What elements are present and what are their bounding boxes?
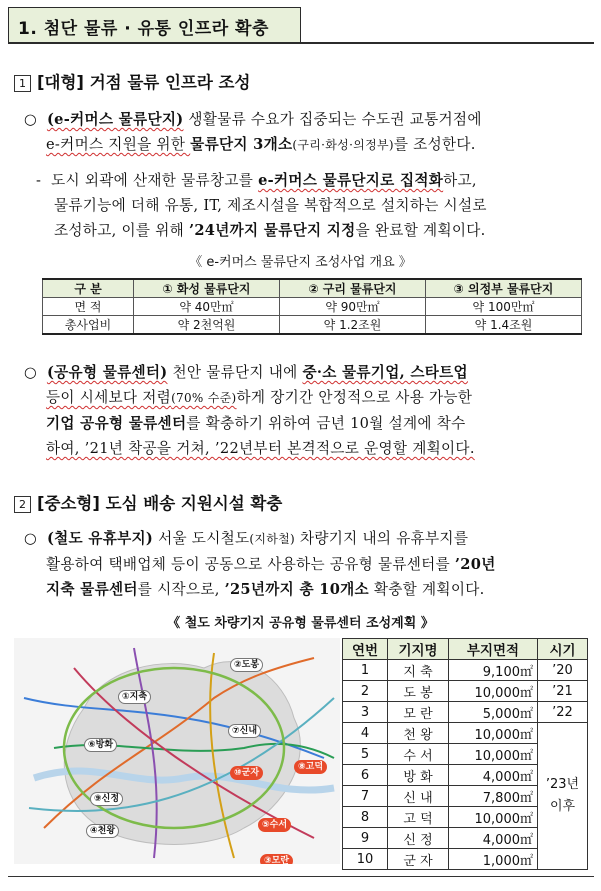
table-cell: 5,000㎡	[449, 702, 538, 723]
table-cell: 7,800㎡	[449, 786, 538, 807]
bullet-text: 천안 물류단지 내에	[167, 364, 303, 381]
map-label-jichuk: ①지축	[118, 690, 151, 704]
sub-marker: -	[36, 172, 42, 189]
bullet-emphasis: 물류단지 3개소	[190, 136, 293, 153]
bullet-text: 확충할 계획이다.	[368, 581, 485, 598]
sub-emphasis: ’24년까지 물류단지 지정	[188, 222, 356, 239]
bullet-text: 활용하여 택배업체 등이 공동으로 사용하는 공유형 물류센터를	[46, 556, 455, 573]
table-cell: 천 왕	[388, 723, 449, 744]
table-row	[43, 298, 582, 316]
bullet-text: 를 확충하기 위하여 금년 10월 설계에 착수	[186, 415, 466, 432]
section-1-bullet-1	[24, 107, 596, 158]
bullet-emphasis: ’25년까지 총 10개소	[224, 581, 369, 598]
map-label-dobong: ②도봉	[230, 658, 263, 672]
table-cell: ’21	[538, 681, 588, 702]
table-cell: 신 정	[388, 828, 449, 849]
map-label-sinnae: ⑦신내	[228, 724, 261, 738]
section-1-sub-bullet	[36, 168, 596, 243]
table-cell: 9	[343, 828, 388, 849]
table-cell: 약 1.2조원	[280, 316, 426, 335]
table-2-title: 《 철도 차량기지 공유형 물류센터 조성계획 》	[167, 616, 434, 631]
table-cell: ’20	[538, 660, 588, 681]
table-1	[42, 278, 582, 335]
table-cell: 10	[343, 849, 388, 870]
section-1-number: 1	[14, 75, 31, 92]
map-label-suseo: ⑤수서	[258, 818, 291, 832]
table-cell: 10,000㎡	[449, 807, 538, 828]
table-row	[43, 316, 582, 335]
section-2-title: [중소형] 도심 배송 지원시설 확충	[37, 494, 283, 513]
table-cell: 약 1.4조원	[426, 316, 582, 335]
table-2-header: 연번	[343, 639, 388, 660]
map-label-godeok: ⑧고덕	[294, 760, 327, 774]
table-cell: 3	[343, 702, 388, 723]
table-cell: 5	[343, 744, 388, 765]
table-cell: 9,100㎡	[449, 660, 538, 681]
map-label-banghwa: ⑥방화	[84, 738, 117, 752]
table-cell: 약 2천억원	[134, 316, 280, 335]
bullet-emphasis: 중·소 물류기업, 스타트업	[302, 364, 468, 381]
table-cell: 지 축	[388, 660, 449, 681]
later-period-line: 이후	[549, 799, 576, 814]
table-cell: 4	[343, 723, 388, 744]
map-label-sinjeong: ⑨신정	[90, 792, 123, 806]
header-divider	[8, 42, 594, 44]
section-2-bullet-1	[24, 526, 596, 602]
sub-text: 을 완료할 계획이다.	[355, 222, 486, 239]
table-cell: 10,000㎡	[449, 744, 538, 765]
sub-text: 물류기능에 더해 유통, IT, 제조시설을 복합적으로 설치하는 시설로	[54, 197, 487, 214]
section-2-number: 2	[14, 496, 31, 513]
table-1-header: 구 분	[43, 279, 134, 298]
section-1-heading	[14, 69, 250, 93]
table-cell: 도 봉	[388, 681, 449, 702]
bullet-text: 하게 장기간 안정적으로 사용 가능한	[236, 389, 473, 406]
bullet-text: e-커머스 지원을 위한	[46, 136, 191, 153]
bullet-marker: ○	[24, 364, 38, 381]
table-cell: 약 40만㎡	[134, 298, 280, 316]
bullet-emphasis: 기업 공유형 물류센터	[46, 415, 187, 432]
section-1-title: [대형] 거점 물류 인프라 조성	[37, 73, 251, 92]
map-label-moran: ③모란	[260, 854, 293, 864]
sub-text: 도시 외곽에 산재한 물류창고를	[51, 172, 259, 189]
later-period-line: ’23년	[545, 777, 580, 792]
sub-text: 하고,	[443, 172, 477, 189]
table-cell: 고 덕	[388, 807, 449, 828]
table-cell: 4,000㎡	[449, 828, 538, 849]
table-1-title: 《 e-커머스 물류단지 조성사업 개요 》	[189, 255, 412, 270]
bullet-text: 하여, ’21년 착공을 거쳐, ’22년부터 본격적으로 운영할 계획이다.	[46, 440, 475, 457]
table-2-header: 시기	[538, 639, 588, 660]
bullet-text: 를 시작으로,	[137, 581, 225, 598]
bullet-note: (구리·화성·의정부)	[292, 138, 394, 152]
table-cell: 모 란	[388, 702, 449, 723]
later-period-cell	[538, 723, 588, 870]
table-cell: 1	[343, 660, 388, 681]
table-cell: 1,000㎡	[449, 849, 538, 870]
table-cell: 총사업비	[43, 316, 134, 335]
bullet-heading: (공유형 물류센터)	[46, 364, 168, 381]
table-cell: 방 화	[388, 765, 449, 786]
table-cell: ’22	[538, 702, 588, 723]
bullet-emphasis: 지축 물류센터	[46, 581, 138, 598]
table-cell: 면 적	[43, 298, 134, 316]
bottom-divider	[8, 876, 594, 877]
table-2	[342, 638, 588, 870]
table-cell: 신 내	[388, 786, 449, 807]
section-1-bullet-2	[24, 360, 596, 461]
map-label-cheonwang: ④천왕	[86, 824, 119, 838]
bullet-emphasis: ’20년	[454, 556, 496, 573]
bullet-marker: ○	[24, 530, 38, 547]
bullet-text: 생활물류 수요가 집중되는 수도권 교통거점에	[183, 111, 482, 128]
page-title: 1. 첨단 물류 · 유통 인프라 확충	[18, 19, 269, 39]
table-cell: 6	[343, 765, 388, 786]
table-row	[343, 702, 588, 723]
map-graphic	[14, 638, 340, 864]
bullet-text: 서울 도시철도	[153, 530, 250, 547]
table-cell: 2	[343, 681, 388, 702]
table-1-header: ② 구리 물류단지	[280, 279, 426, 298]
table-row	[343, 660, 588, 681]
table-cell: 수 서	[388, 744, 449, 765]
table-cell: 10,000㎡	[449, 723, 538, 744]
table-cell: 군 자	[388, 849, 449, 870]
table-cell: 10,000㎡	[449, 681, 538, 702]
section-2-heading	[14, 490, 282, 514]
sub-text: 조성하고, 이를 위해	[54, 222, 189, 239]
table-2-header: 기지명	[388, 639, 449, 660]
bullet-note: (70% 수준)	[171, 391, 237, 405]
table-cell: 4,000㎡	[449, 765, 538, 786]
table-cell: 8	[343, 807, 388, 828]
bullet-heading: (철도 유휴부지)	[46, 530, 154, 547]
bullet-text: 를 조성한다.	[393, 136, 476, 153]
bullet-text: 등이 시세보다 저렴	[46, 389, 172, 406]
seoul-rail-map	[14, 638, 340, 864]
table-cell: 7	[343, 786, 388, 807]
table-1-header: ③ 의정부 물류단지	[426, 279, 582, 298]
table-2-header: 부지면적	[449, 639, 538, 660]
sub-emphasis: e-커머스 물류단지로 집적화	[258, 172, 444, 189]
bullet-text: 차량기지 내의 유휴부지를	[295, 530, 469, 547]
bullet-note: (지하철)	[249, 532, 296, 546]
table-cell: 약 100만㎡	[426, 298, 582, 316]
map-label-gunja: ⑩군자	[230, 766, 263, 780]
bullet-marker: ○	[24, 111, 38, 128]
table-cell: 약 90만㎡	[280, 298, 426, 316]
bullet-heading: (e-커머스 물류단지)	[46, 111, 184, 128]
table-1-header: ① 화성 물류단지	[134, 279, 280, 298]
table-row	[343, 681, 588, 702]
table-row	[343, 723, 588, 744]
